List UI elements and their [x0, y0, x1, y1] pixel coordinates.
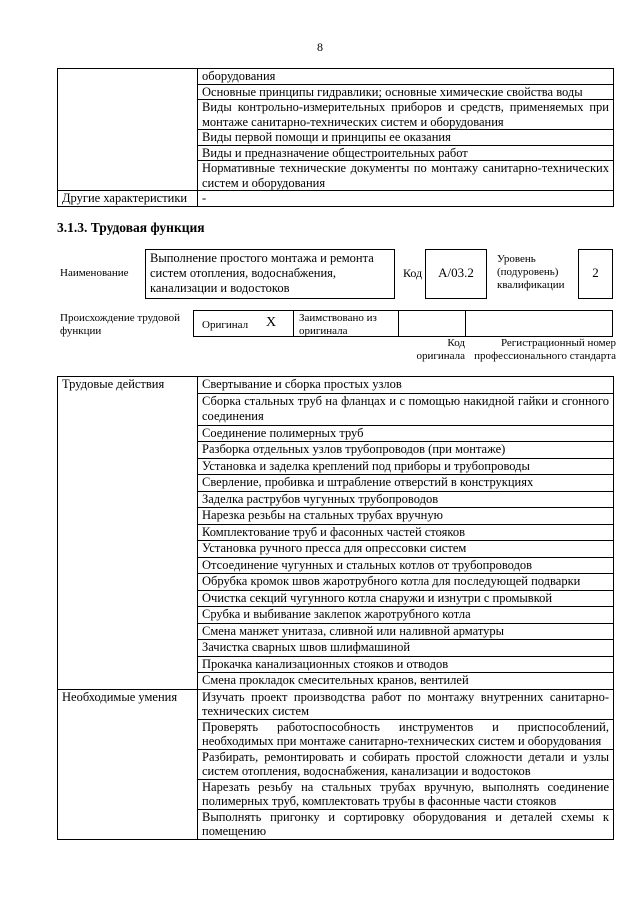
labor-action-item: Разборка отдельных узлов трубопроводов (при монтаже): [198, 442, 614, 459]
knowledge-label-cell: [58, 69, 198, 191]
labor-action-item: Нарезка резьбы на стальных трубах вручную: [198, 508, 614, 525]
knowledge-item: Виды первой помощи и принципы ее оказания: [198, 130, 614, 146]
labor-actions-table: [57, 376, 614, 840]
labor-action-item: Заделка раструбов чугунных трубопроводов: [198, 491, 614, 508]
origin-original-cell: [194, 311, 294, 336]
origin-original-label: Оригинал: [202, 319, 249, 331]
labor-action-item: Отсоединение чугунных и стальных котлов от трубопроводов: [198, 557, 614, 574]
origin-reg-cell: [466, 311, 612, 336]
code-original-caption: Код оригинала: [416, 337, 465, 362]
skill-item: Выполнять пригонку и сортировку оборудования и деталей схемы к помещению: [198, 809, 614, 839]
knowledge-table: [57, 68, 614, 207]
name-label: Наименование: [60, 267, 129, 279]
table-row: [58, 377, 614, 394]
origin-code-cell: [399, 311, 466, 336]
table-row: [58, 191, 614, 207]
skill-item: Нарезать резьбу на стальных трубах вручную, выполнять соединение полимерных труб, комплектовать трубы в фасонные части стояков: [198, 779, 614, 809]
labor-action-item: Соединение полимерных труб: [198, 425, 614, 442]
origin-row: [193, 310, 613, 337]
labor-action-item: Установка и заделка креплений под приборы и трубопроводы: [198, 458, 614, 475]
labor-action-item: Свертывание и сборка простых узлов: [198, 377, 614, 394]
function-code-box: А/03.2: [425, 249, 487, 299]
labor-actions-label: Трудовые действия: [58, 377, 198, 690]
knowledge-item: Виды контрольно-измерительных приборов и средств, применяемых при монтаже санитарно-технических систем и оборудования: [198, 100, 614, 130]
knowledge-item: оборудования: [198, 69, 614, 85]
skill-item: Изучать проект производства работ по монтажу внутренних санитарно-технических систем: [198, 689, 614, 719]
labor-action-item: Установка ручного пресса для опрессовки систем: [198, 541, 614, 558]
labor-action-item: Смена прокладок смесительных кранов, вентилей: [198, 673, 614, 690]
skill-item: Проверять работоспособность инструментов и приспособлений, необходимых при монтаже санитарно-технических систем и оборудования: [198, 719, 614, 749]
labor-action-item: Очистка секций чугунного котла снаружи и изнутри с промывкой: [198, 590, 614, 607]
table-row: [58, 689, 614, 719]
skills-label: Необходимые умения: [58, 689, 198, 839]
knowledge-item: Основные принципы гидравлики; основные химические свойства воды: [198, 84, 614, 100]
other-characteristics-value: -: [198, 191, 614, 207]
table-row: [58, 69, 614, 85]
page-number: 8: [317, 40, 323, 54]
knowledge-item: Нормативные технические документы по монтажу санитарно-технических систем и оборудования: [198, 161, 614, 191]
labor-action-item: Обрубка кромок швов жаротрубного котла для последующей подварки: [198, 574, 614, 591]
labor-action-item: Комплектование труб и фасонных частей стояков: [198, 524, 614, 541]
qualification-level-box: 2: [578, 249, 613, 299]
labor-action-item: Смена манжет унитаза, сливной или наливной арматуры: [198, 623, 614, 640]
section-title: 3.1.3. Трудовая функция: [57, 220, 205, 235]
labor-action-item: Сборка стальных труб на фланцах и с помощью накидной гайки и сгонного соединения: [198, 393, 614, 425]
skill-item: Разбирать, ремонтировать и собирать простой сложности детали и узлы систем отопления, водоснабжения, канализации и водостоков: [198, 749, 614, 779]
labor-action-item: Прокачка канализационных стояков и отводов: [198, 656, 614, 673]
other-characteristics-label: Другие характеристики: [58, 191, 198, 207]
origin-label: Происхождение трудовой функции: [60, 312, 181, 337]
code-label: Код: [403, 266, 423, 280]
origin-original-mark: X: [266, 315, 277, 330]
labor-action-item: Сверление, пробивка и штрабление отверстий в конструкциях: [198, 475, 614, 492]
origin-borrowed-label: Заимствовано из оригинала: [299, 312, 377, 337]
qualification-level-label: Уровень (подуровень) квалификации: [497, 253, 565, 291]
function-name-box: Выполнение простого монтажа и ремонта систем отопления, водоснабжения, канализации и водостоков: [145, 249, 395, 299]
reg-number-caption: Регистрационный номер профессионального стандарта: [474, 337, 616, 362]
origin-borrowed-cell: [294, 311, 399, 336]
labor-action-item: Зачистка сварных швов шлифмашиной: [198, 640, 614, 657]
labor-action-item: Срубка и выбивание заклепок жаротрубного котла: [198, 607, 614, 624]
knowledge-item: Виды и предназначение общестроительных работ: [198, 145, 614, 161]
